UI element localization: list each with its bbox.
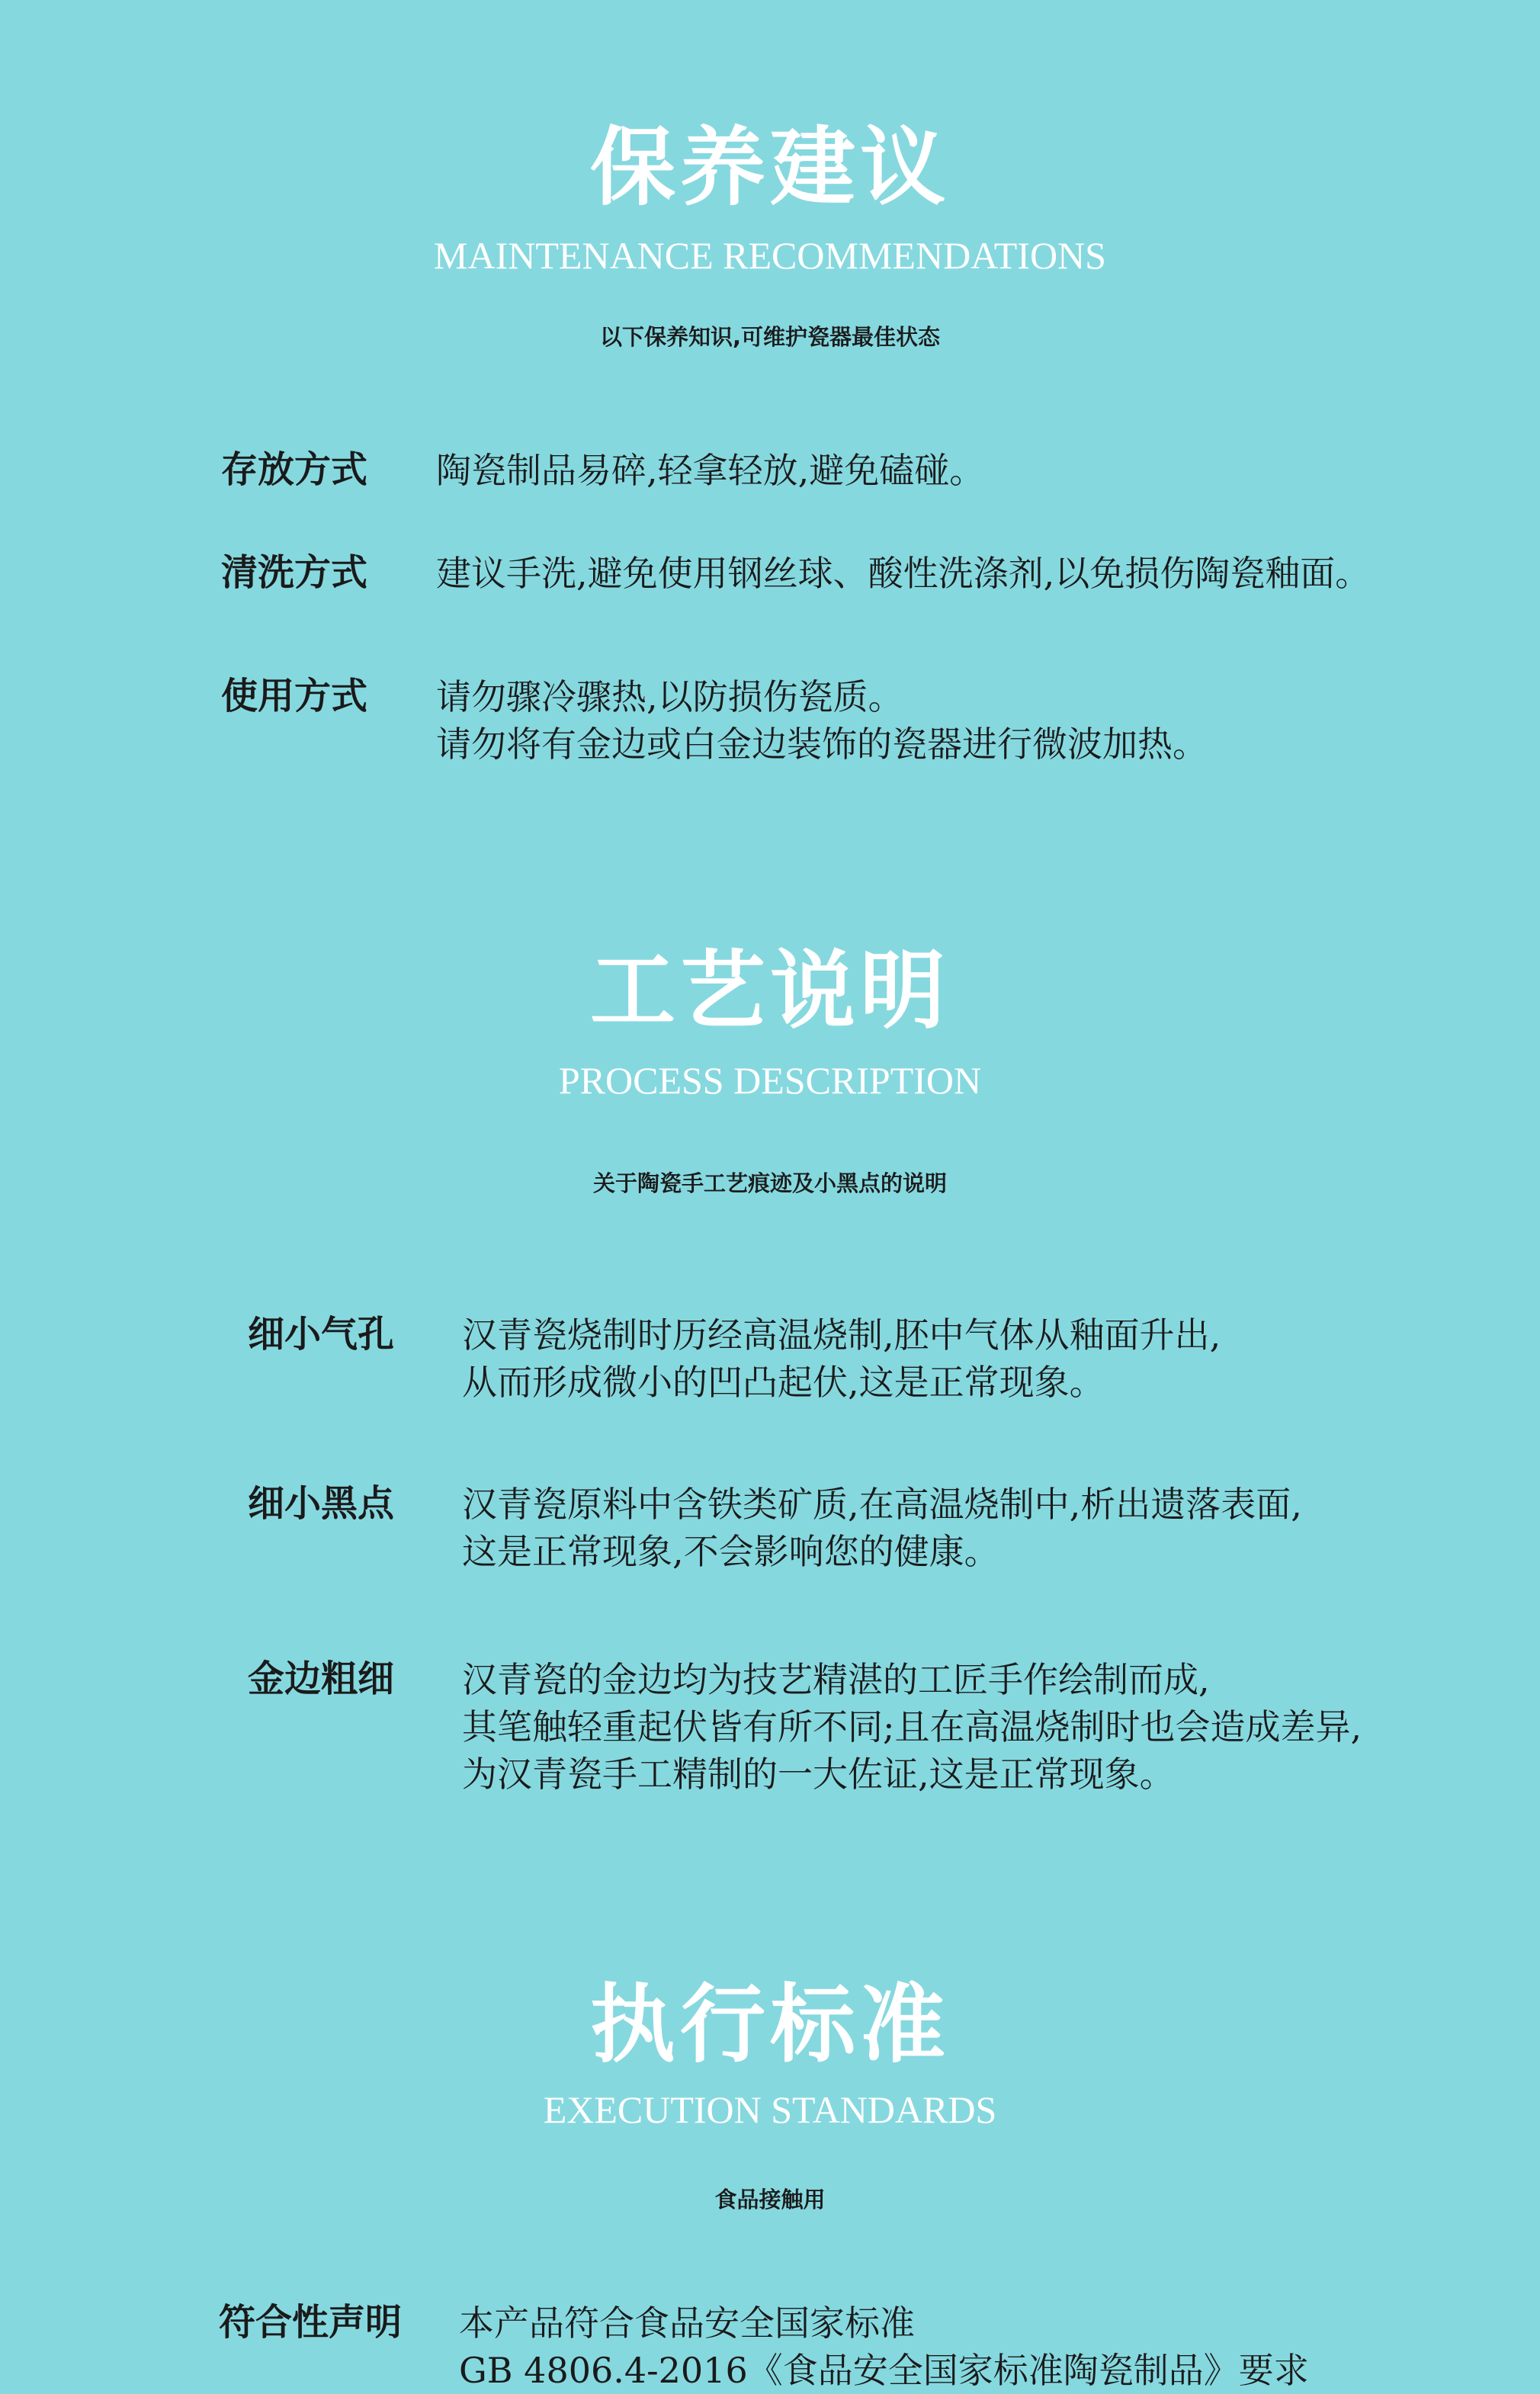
maintenance-title: 保养建议 xyxy=(590,117,950,217)
cleaning-line: 建议手洗,避免使用钢丝球、酸性洗涤剂,以免损伤陶瓷釉面。 xyxy=(436,553,1371,594)
cleaning-text xyxy=(436,550,1370,597)
standards-note: 食品接触用 xyxy=(714,2187,826,2213)
maintenance-subtitle: MAINTENANCE RECOMMENDATIONS xyxy=(434,234,1106,277)
usage-text xyxy=(436,673,1208,768)
usage-line-1: 请勿骤冷骤热,以防损伤瓷质。 xyxy=(436,676,903,717)
maintenance-note: 以下保养知识,可维护瓷器最佳状态 xyxy=(599,324,941,350)
compliance-line-1: 本产品符合食品安全国家标准 xyxy=(459,2303,915,2344)
usage-line-2: 请勿将有金边或白金边装饰的瓷器进行微波加热。 xyxy=(436,724,1208,765)
process-note: 关于陶瓷手工艺痕迹及小黑点的说明 xyxy=(592,1170,947,1196)
usage-label: 使用方式 xyxy=(221,675,368,717)
gold-rim-line-2: 其笔触轻重起伏皆有所不同;且在高温烧制时也会造成差异, xyxy=(462,1706,1362,1747)
compliance-line-2: GB 4806.4-2016《食品安全国家标准陶瓷制品》要求 xyxy=(459,2350,1309,2391)
standards-title: 执行标准 xyxy=(590,1975,950,2075)
process-title: 工艺说明 xyxy=(590,941,950,1041)
pores-line-1: 汉青瓷烧制时历经高温烧制,胚中气体从釉面升出, xyxy=(462,1314,1221,1356)
pores-line-2: 从而形成微小的凹凸起伏,这是正常现象。 xyxy=(462,1362,1105,1403)
gold-rim-text xyxy=(462,1656,1362,1798)
gold-rim-label: 金边粗细 xyxy=(248,1658,395,1700)
cleaning-label: 清洗方式 xyxy=(221,551,368,594)
gold-rim-line-3: 为汉青瓷手工精制的一大佐证,这是正常现象。 xyxy=(462,1754,1175,1795)
storage-line: 陶瓷制品易碎,轻拿轻放,避免磕碰。 xyxy=(436,450,985,491)
standards-subtitle: EXECUTION STANDARDS xyxy=(543,2088,997,2131)
process-subtitle: PROCESS DESCRIPTION xyxy=(558,1059,982,1102)
black-dots-label: 细小黑点 xyxy=(248,1482,395,1525)
pores-text xyxy=(462,1311,1221,1406)
pores-label: 细小气孔 xyxy=(248,1313,395,1356)
black-dots-line-2: 这是正常现象,不会影响您的健康。 xyxy=(462,1531,999,1572)
storage-label: 存放方式 xyxy=(221,448,368,491)
black-dots-line-1: 汉青瓷原料中含铁类矿质,在高温烧制中,析出遗落表面, xyxy=(462,1484,1302,1525)
gold-rim-line-1: 汉青瓷的金边均为技艺精湛的工匠手作绘制而成, xyxy=(462,1659,1210,1700)
storage-text xyxy=(436,447,984,494)
black-dots-text xyxy=(462,1481,1302,1575)
compliance-label: 符合性声明 xyxy=(219,2301,403,2344)
compliance-text xyxy=(459,2299,1309,2394)
